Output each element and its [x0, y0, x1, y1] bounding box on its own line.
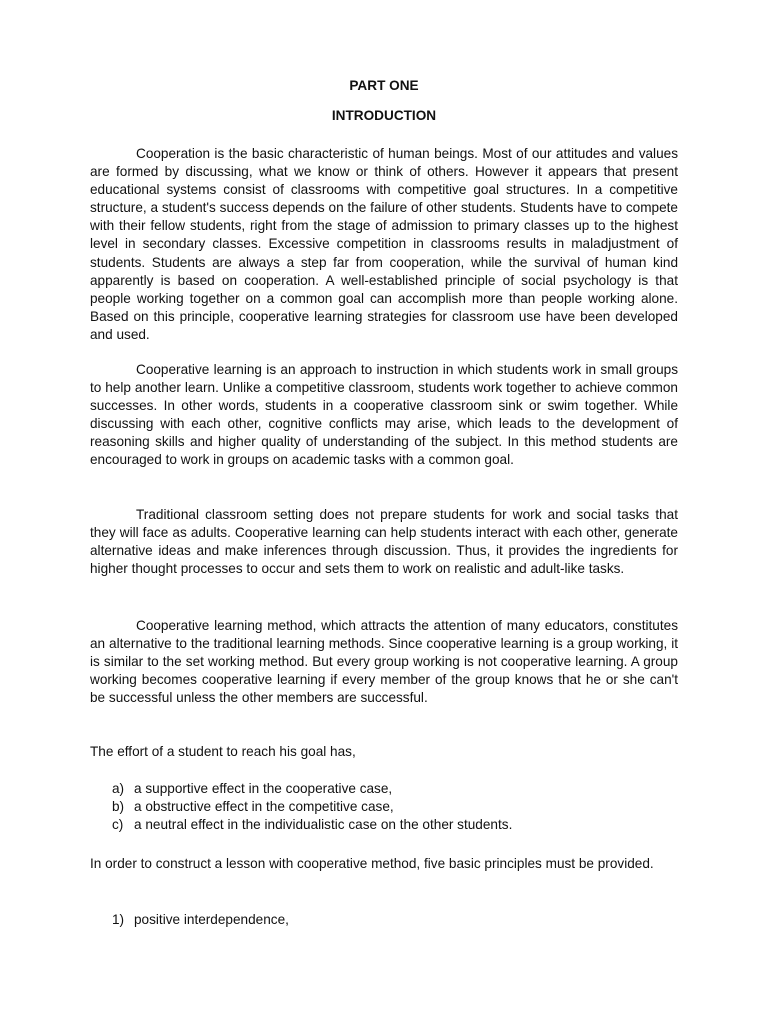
list-item-text: positive interdependence, [134, 912, 289, 927]
list-item-text: a neutral effect in the individualistic case on the other students. [134, 817, 513, 833]
list-item-text: a obstructive effect in the competitive case, [134, 799, 394, 815]
list-item [112, 798, 678, 816]
section-title: INTRODUCTION [331, 108, 437, 123]
list-item [112, 816, 678, 834]
principles-list [112, 911, 678, 929]
list-item [112, 780, 678, 798]
list-marker: c) [112, 817, 124, 833]
paragraph-cooperation: Cooperation is the basic characteristic of human beings. Most of our attitudes and values are formed by discussing, what we know or think of others. However it appears that present educational systems consist of classrooms with competitive goal structures. In a competitive structure, a student's success depends on the failure of other students. Students have to compete with their fellow students, right from the stage of admission to primary classes up to the highest level in secondary classes. Excessive competition in classrooms results in maladjustment of students. Students are always a step far from cooperation, while the survival of human kind apparently is based on cooperation. A well-established principle of social psychology is that people working together on a common goal can accomplish more than people working alone. Based on this principle, cooperative learning strategies for classroom use have been developed and used. [90, 146, 678, 342]
list-item-text: a supportive effect in the cooperative case, [134, 781, 393, 796]
effects-list [112, 780, 678, 834]
list-marker: b) [112, 799, 125, 815]
list-marker: a) [112, 781, 125, 796]
part-title: PART ONE [349, 78, 419, 93]
paragraph-traditional-classroom: Traditional classroom setting does not prepare students for work and social tasks that they will face as adults. Cooperative learning can help students interact with each other, generate alternative ideas and make inferences through discussion. Thus, it provides the ingredients for higher thought processes to occur and sets them to work on realistic and adult-like tasks. [90, 507, 678, 577]
paragraph-method: Cooperative learning method, which attracts the attention of many educators, constitutes an alternative to the traditional learning methods. Since cooperative learning is a group working, it is similar to the set working method. But every group working is not cooperative learning. A group working becomes cooperative learning if every member of the group knows that he or she can't be successful unless the other members are successful. [90, 618, 678, 706]
list-item [112, 911, 678, 929]
list-marker: 1) [112, 912, 125, 927]
paragraph-principles: In order to construct a lesson with cooperative method, five basic principles must be provided. [90, 856, 654, 871]
paragraph-effort: The effort of a student to reach his goal has, [90, 744, 356, 759]
paragraph-cooperative-learning: Cooperative learning is an approach to instruction in which students work in small groups to help another learn. Unlike a competitive classroom, students work together to achieve common successes. In other words, students in a cooperative classroom sink or swim together. While discussing with each other, cognitive conflicts may arise, which leads to the development of reasoning skills and higher quality of understanding of the subject. In this method students are encouraged to work in groups on academic tasks with a common goal. [90, 362, 678, 468]
